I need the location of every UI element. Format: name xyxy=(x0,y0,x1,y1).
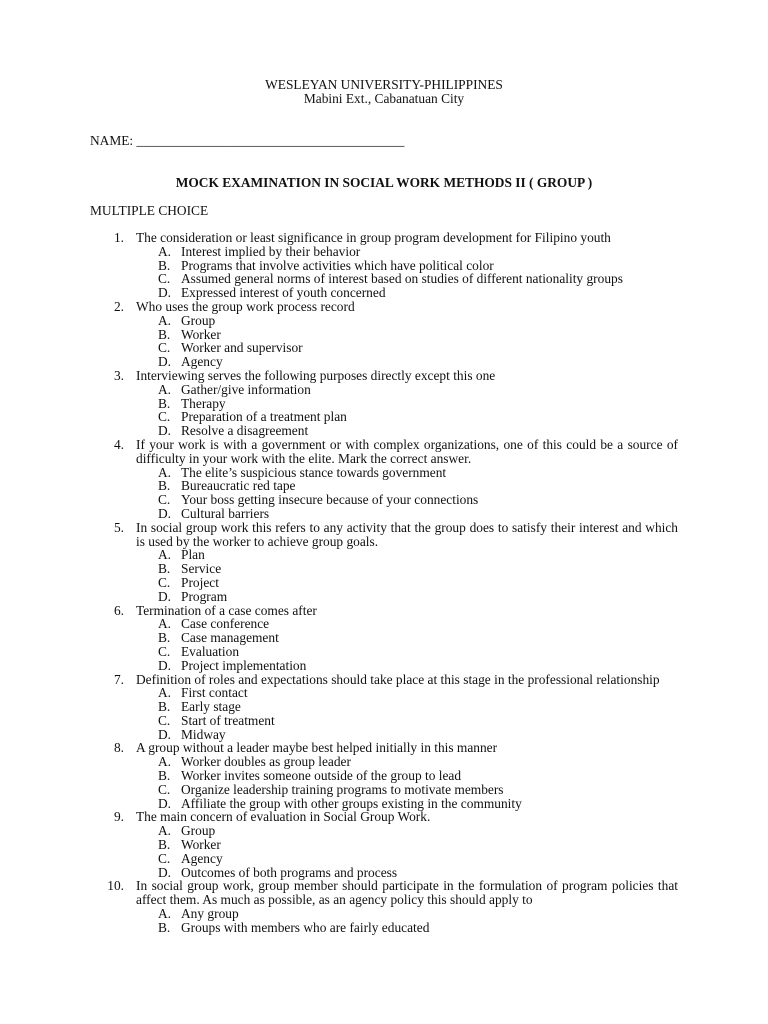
option-letter: C. xyxy=(158,271,171,287)
option-letter: C. xyxy=(158,712,171,728)
question-item xyxy=(90,300,678,369)
option-text: Agency xyxy=(181,354,223,370)
option-text: Gather/give information xyxy=(181,381,311,397)
answer-option xyxy=(136,590,678,604)
option-text: Start of treatment xyxy=(181,712,275,728)
option-list xyxy=(136,755,678,810)
option-text: Plan xyxy=(181,547,205,563)
option-text: Expressed interest of youth concerned xyxy=(181,285,386,301)
answer-option xyxy=(136,576,678,590)
question-number: 10. xyxy=(107,878,124,894)
option-letter: D. xyxy=(158,657,172,673)
option-text: Program xyxy=(181,588,228,604)
question-item xyxy=(90,438,678,521)
answer-option xyxy=(136,907,678,921)
option-list xyxy=(136,245,678,300)
option-text: Cultural barriers xyxy=(181,505,270,521)
answer-option xyxy=(136,272,678,286)
question-number: 1. xyxy=(113,230,124,245)
option-list xyxy=(136,466,678,521)
answer-option xyxy=(136,328,678,342)
option-letter: C. xyxy=(158,340,171,356)
answer-option xyxy=(136,493,678,507)
answer-option xyxy=(136,645,678,659)
answer-option xyxy=(136,659,678,673)
option-text: Group xyxy=(181,823,216,839)
answer-option xyxy=(136,852,678,866)
option-list xyxy=(136,383,678,438)
answer-option xyxy=(136,921,678,935)
answer-option xyxy=(136,355,678,369)
document-header xyxy=(0,78,768,106)
question-number: 5. xyxy=(113,519,124,535)
option-letter: A. xyxy=(158,685,172,701)
option-letter: A. xyxy=(158,464,172,480)
answer-option xyxy=(136,755,678,769)
answer-option xyxy=(136,714,678,728)
option-list xyxy=(136,824,678,879)
question-item xyxy=(90,741,678,810)
question-item xyxy=(90,604,678,673)
answer-option xyxy=(136,562,678,576)
option-text: Assumed general norms of interest based on studies of different nationality groups xyxy=(181,271,623,287)
option-letter: B. xyxy=(158,699,171,715)
option-text: Evaluation xyxy=(181,643,240,659)
option-text: Project xyxy=(181,574,219,590)
answer-option xyxy=(136,783,678,797)
question-text: Interviewing serves the following purposes directly except this one xyxy=(136,367,496,383)
question-number: 4. xyxy=(113,436,124,452)
option-text: Any group xyxy=(181,906,239,922)
option-letter: A. xyxy=(158,616,172,632)
answer-option xyxy=(136,383,678,397)
option-list xyxy=(136,907,678,935)
answer-option xyxy=(136,424,678,438)
option-text: Therapy xyxy=(181,395,226,411)
option-letter: C. xyxy=(158,492,171,508)
option-letter: B. xyxy=(158,395,171,411)
option-letter: B. xyxy=(158,561,171,577)
option-letter: A. xyxy=(158,906,172,922)
option-letter: C. xyxy=(158,643,171,659)
question-item xyxy=(90,521,678,604)
question-number: 9. xyxy=(113,809,124,825)
option-text: Service xyxy=(181,561,222,577)
question-text: The consideration or least significance in group program development for Filipino youth xyxy=(136,230,611,245)
option-text: Worker doubles as group leader xyxy=(181,754,351,770)
option-letter: B. xyxy=(158,478,171,494)
option-list xyxy=(136,617,678,672)
option-letter: A. xyxy=(158,823,172,839)
question-number: 8. xyxy=(113,740,124,756)
option-text: Worker xyxy=(181,837,221,853)
question-text: A group without a leader maybe best helped initially in this manner xyxy=(136,740,498,756)
question-text: Termination of a case comes after xyxy=(136,602,317,618)
option-letter: C. xyxy=(158,781,171,797)
answer-option xyxy=(136,728,678,742)
option-text: Outcomes of both programs and process xyxy=(181,864,398,880)
option-text: Agency xyxy=(181,850,223,866)
name-field xyxy=(90,134,404,148)
answer-option xyxy=(136,259,678,273)
answer-option xyxy=(136,410,678,424)
option-text: Interest implied by their behavior xyxy=(181,243,361,259)
option-text: Case conference xyxy=(181,616,270,632)
answer-option xyxy=(136,631,678,645)
option-text: Project implementation xyxy=(181,657,307,673)
option-letter: B. xyxy=(158,630,171,646)
option-text: Worker xyxy=(181,326,221,342)
question-text: In social group work this refers to any activity that the group does to satisfy their interest and which is used by the worker to achieve group goals. xyxy=(136,519,678,549)
question-number: 3. xyxy=(113,367,124,383)
question-number: 2. xyxy=(113,298,124,314)
answer-option xyxy=(136,397,678,411)
option-text: Case management xyxy=(181,630,279,646)
question-number: 6. xyxy=(113,602,124,618)
section-heading: MULTIPLE CHOICE xyxy=(90,203,209,218)
option-letter: A. xyxy=(158,243,172,259)
answer-option xyxy=(136,617,678,631)
option-letter: B. xyxy=(158,837,171,853)
option-letter: D. xyxy=(158,505,172,521)
option-text: Groups with members who are fairly educated xyxy=(181,919,430,935)
question-text: Definition of roles and expectations should take place at this stage in the professional relationship xyxy=(136,671,660,687)
answer-option xyxy=(136,286,678,300)
option-list xyxy=(136,686,678,741)
answer-option xyxy=(136,700,678,714)
answer-option xyxy=(136,314,678,328)
answer-option xyxy=(136,838,678,852)
option-letter: D. xyxy=(158,354,172,370)
option-text: Preparation of a treatment plan xyxy=(181,409,347,425)
option-letter: D. xyxy=(158,588,172,604)
option-text: Worker and supervisor xyxy=(181,340,303,356)
institution-name: WESLEYAN UNIVERSITY-PHILIPPINES xyxy=(265,77,503,92)
option-letter: D. xyxy=(158,423,172,439)
option-text: Bureaucratic red tape xyxy=(181,478,296,494)
name-label: NAME: xyxy=(90,133,134,148)
option-letter: A. xyxy=(158,547,172,563)
option-letter: D. xyxy=(158,795,172,811)
question-item xyxy=(90,879,678,934)
answer-option xyxy=(136,866,678,880)
option-letter: A. xyxy=(158,754,172,770)
question-item xyxy=(90,369,678,438)
answer-option xyxy=(136,466,678,480)
question-text: In social group work, group member should participate in the formulation of program policies that affect them. As much as possible, as an agency policy this should apply to xyxy=(136,878,678,908)
answer-option xyxy=(136,479,678,493)
option-letter: B. xyxy=(158,919,171,935)
question-item xyxy=(90,673,678,742)
answer-option xyxy=(136,797,678,811)
question-number: 7. xyxy=(113,671,124,687)
option-text: Programs that involve activities which have political color xyxy=(181,257,494,273)
option-letter: C. xyxy=(158,409,171,425)
option-text: Early stage xyxy=(181,699,241,715)
option-letter: B. xyxy=(158,768,171,784)
exam-title: MOCK EXAMINATION IN SOCIAL WORK METHODS II ( GROUP ) xyxy=(175,175,593,190)
answer-option xyxy=(136,507,678,521)
option-letter: C. xyxy=(158,850,171,866)
question-item xyxy=(90,810,678,879)
option-letter: D. xyxy=(158,864,172,880)
option-text: Organize leadership training programs to motivate members xyxy=(181,781,504,797)
answer-option xyxy=(136,245,678,259)
option-text: Resolve a disagreement xyxy=(181,423,309,439)
name-blank-line: ________________________________________ xyxy=(136,133,405,148)
option-text: Worker invites someone outside of the group to lead xyxy=(181,768,462,784)
option-text: Affiliate the group with other groups existing in the community xyxy=(181,795,522,811)
option-text: Your boss getting insecure because of your connections xyxy=(181,492,479,508)
option-text: First contact xyxy=(181,685,248,701)
option-text: Midway xyxy=(181,726,226,742)
option-letter: D. xyxy=(158,285,172,301)
option-letter: B. xyxy=(158,326,171,342)
question-text: Who uses the group work process record xyxy=(136,298,355,314)
question-item xyxy=(90,231,678,300)
answer-option xyxy=(136,548,678,562)
answer-option xyxy=(136,341,678,355)
institution-address: Mabini Ext., Cabanatuan City xyxy=(303,91,465,106)
question-text: The main concern of evaluation in Social Group Work. xyxy=(136,809,431,825)
option-text: Group xyxy=(181,312,216,328)
answer-option xyxy=(136,824,678,838)
option-letter: B. xyxy=(158,257,171,273)
option-letter: D. xyxy=(158,726,172,742)
question-list xyxy=(90,231,678,935)
answer-option xyxy=(136,686,678,700)
option-list xyxy=(136,548,678,603)
option-letter: A. xyxy=(158,312,172,328)
option-letter: C. xyxy=(158,574,171,590)
option-list xyxy=(136,314,678,369)
option-letter: A. xyxy=(158,381,172,397)
answer-option xyxy=(136,769,678,783)
option-text: The elite’s suspicious stance towards government xyxy=(181,464,447,480)
question-text: If your work is with a government or with complex organizations, one of this could be a source of difficulty in your work with the elite. Mark the correct answer. xyxy=(136,436,678,466)
